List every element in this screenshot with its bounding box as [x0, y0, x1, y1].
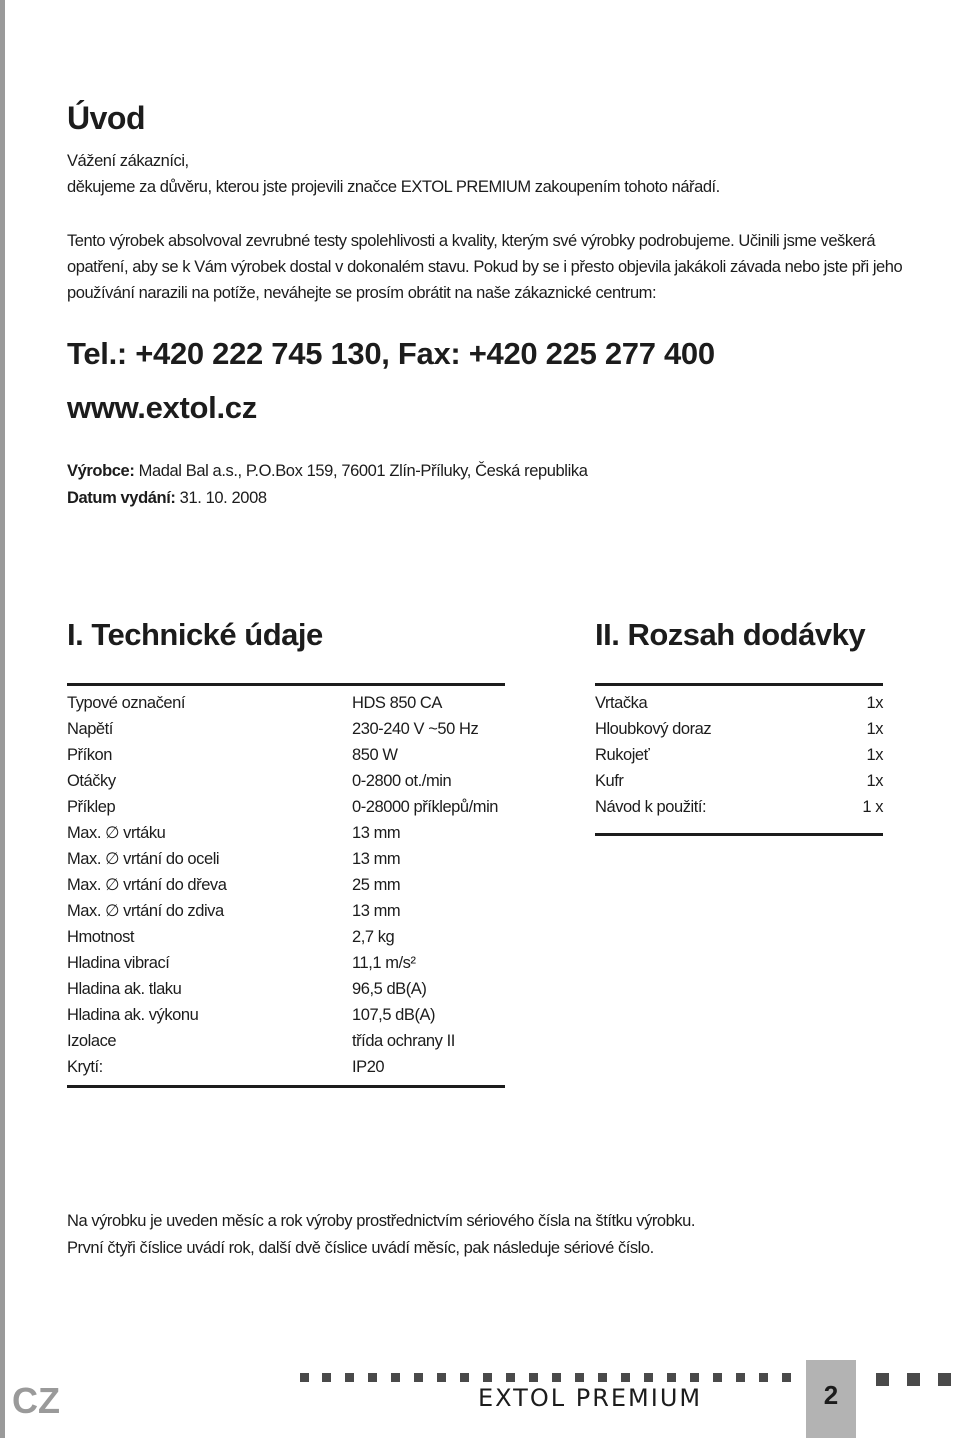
spec-value: 13 mm	[352, 902, 401, 920]
table-row	[67, 716, 505, 742]
scope-item-qty: 1x	[866, 746, 883, 764]
spec-label: Příklep	[67, 798, 116, 816]
scope-item-qty: 1 x	[862, 798, 883, 816]
spec-value: 25 mm	[352, 876, 401, 894]
spec-label: Hladina vibrací	[67, 954, 170, 972]
tech-specs-table	[67, 690, 505, 1080]
intro-title: Úvod	[67, 100, 145, 136]
square-icon	[690, 1373, 699, 1382]
square-icon	[667, 1373, 676, 1382]
table-row	[67, 820, 505, 846]
spec-value: HDS 850 CA	[352, 694, 442, 712]
intro-line: Tento výrobek absolvoval zevrubné testy spolehlivosti a kvality, kterým své výrobky podrobujeme. Učinili jsme veškerá	[67, 232, 876, 250]
spec-label: Krytí:	[67, 1058, 103, 1076]
square-icon	[713, 1373, 722, 1382]
scope-item-qty: 1x	[866, 720, 883, 738]
table-row	[595, 768, 883, 794]
square-icon	[575, 1373, 584, 1382]
square-icon	[736, 1373, 745, 1382]
spec-label: Příkon	[67, 746, 112, 764]
square-icon	[552, 1373, 561, 1382]
square-icon	[460, 1373, 469, 1382]
tech-top-rule	[67, 683, 505, 686]
manufacturer-label: Výrobce:	[67, 462, 135, 480]
table-row	[67, 924, 505, 950]
brand-logo: EXTOL PREMIUM	[478, 1384, 703, 1412]
spec-value: 230-240 V ~50 Hz	[352, 720, 479, 738]
intro-greeting: Vážení zákazníci,	[67, 152, 189, 170]
left-edge-bar	[0, 0, 5, 1438]
scope-section-title: II. Rozsah dodávky	[595, 617, 866, 652]
manufacturer-value: Madal Bal a.s., P.O.Box 159, 76001 Zlín-Příluky, Česká republika	[134, 462, 588, 480]
spec-label: Hladina ak. výkonu	[67, 1006, 199, 1024]
serial-number-note	[67, 1208, 695, 1262]
spec-value: 107,5 dB(A)	[352, 1006, 436, 1024]
scope-item-label: Rukojeť	[595, 746, 650, 764]
table-row	[67, 976, 505, 1002]
scope-item-label: Vrtačka	[595, 694, 648, 712]
tech-bottom-rule	[67, 1085, 505, 1088]
square-icon	[644, 1373, 653, 1382]
spec-value: 0-2800 ot./min	[352, 772, 452, 790]
table-row	[595, 690, 883, 716]
spec-value: 2,7 kg	[352, 928, 395, 946]
square-icon	[437, 1373, 446, 1382]
intro-thanks: děkujeme za důvěru, kterou jste projevili značce EXTOL PREMIUM zakoupením tohoto nářadí.	[67, 178, 720, 196]
intro-line: používání narazili na potíže, neváhejte se prosím obrátit na naše zákaznické centrum:	[67, 284, 657, 302]
spec-value: 13 mm	[352, 824, 401, 842]
spec-label: Hladina ak. tlaku	[67, 980, 182, 998]
table-row	[67, 1028, 505, 1054]
language-code: CZ	[12, 1380, 60, 1421]
scope-bottom-rule	[595, 833, 883, 836]
square-icon	[345, 1373, 354, 1382]
spec-label: Hmotnost	[67, 928, 135, 946]
spec-label: Max. ∅ vrtání do dřeva	[67, 876, 227, 894]
spec-label: Typové označení	[67, 694, 185, 712]
table-row	[67, 950, 505, 976]
table-row	[67, 872, 505, 898]
square-icon	[876, 1373, 889, 1386]
contact-phone-fax: Tel.: +420 222 745 130, Fax: +420 225 277 400	[67, 336, 715, 371]
table-row	[67, 898, 505, 924]
intro-paragraph	[67, 228, 902, 306]
spec-label: Max. ∅ vrtání do zdiva	[67, 902, 224, 920]
scope-item-label: Návod k použití:	[595, 798, 707, 816]
spec-value: IP20	[352, 1058, 385, 1076]
spec-label: Izolace	[67, 1032, 117, 1050]
spec-value: 850 W	[352, 746, 398, 764]
square-icon	[782, 1373, 791, 1382]
square-icon	[300, 1373, 309, 1382]
issue-date-label: Datum vydání:	[67, 489, 176, 507]
manufacturer-line	[67, 457, 587, 485]
square-icon	[414, 1373, 423, 1382]
scope-item-label: Kufr	[595, 772, 624, 790]
spec-value: 96,5 dB(A)	[352, 980, 427, 998]
note-line: První čtyři číslice uvádí rok, další dvě číslice uvádí měsíc, pak následuje sériové číslo.	[67, 1239, 654, 1257]
square-icon	[907, 1373, 920, 1386]
spec-label: Max. ∅ vrtání do oceli	[67, 850, 220, 868]
spec-value: 13 mm	[352, 850, 401, 868]
table-row	[67, 690, 505, 716]
table-row	[67, 846, 505, 872]
square-icon	[759, 1373, 768, 1382]
spec-label: Napětí	[67, 720, 113, 738]
spec-value: třída ochrany II	[352, 1032, 455, 1050]
contact-website: www.extol.cz	[67, 390, 257, 425]
spec-value: 0-28000 příklepů/min	[352, 798, 499, 816]
intro-greeting-block	[67, 148, 720, 200]
scope-table	[595, 690, 883, 820]
square-icon	[529, 1373, 538, 1382]
square-icon	[322, 1373, 331, 1382]
square-icon	[391, 1373, 400, 1382]
square-icon	[621, 1373, 630, 1382]
issue-date-value: 31. 10. 2008	[175, 489, 267, 507]
table-row	[595, 794, 883, 820]
table-row	[67, 742, 505, 768]
table-row	[595, 716, 883, 742]
page-number: 2	[823, 1380, 839, 1410]
scope-item-qty: 1x	[866, 694, 883, 712]
table-row	[595, 742, 883, 768]
square-icon	[368, 1373, 377, 1382]
square-icon	[506, 1373, 515, 1382]
scope-item-qty: 1x	[866, 772, 883, 790]
scope-item-label: Hloubkový doraz	[595, 720, 712, 738]
issue-date-line	[67, 484, 267, 512]
spec-label: Max. ∅ vrtáku	[67, 824, 166, 842]
spec-label: Otáčky	[67, 772, 116, 790]
table-row	[67, 1002, 505, 1028]
square-icon	[598, 1373, 607, 1382]
table-row	[67, 768, 505, 794]
square-icon	[938, 1373, 951, 1386]
table-row	[67, 1054, 505, 1080]
tech-section-title: I. Technické údaje	[67, 617, 323, 652]
note-line: Na výrobku je uveden měsíc a rok výroby prostřednictvím sériového čísla na štítku výrobku.	[67, 1212, 696, 1230]
spec-value: 11,1 m/s²	[352, 954, 416, 972]
intro-line: opatření, aby se k Vám výrobek dostal v dokonalém stavu. Pokud by se i přesto objevila jakákoli závada nebo jste při jeho	[67, 258, 903, 276]
table-row	[67, 794, 505, 820]
scope-top-rule	[595, 683, 883, 686]
page-number-box	[806, 1360, 856, 1438]
square-icon	[483, 1373, 492, 1382]
